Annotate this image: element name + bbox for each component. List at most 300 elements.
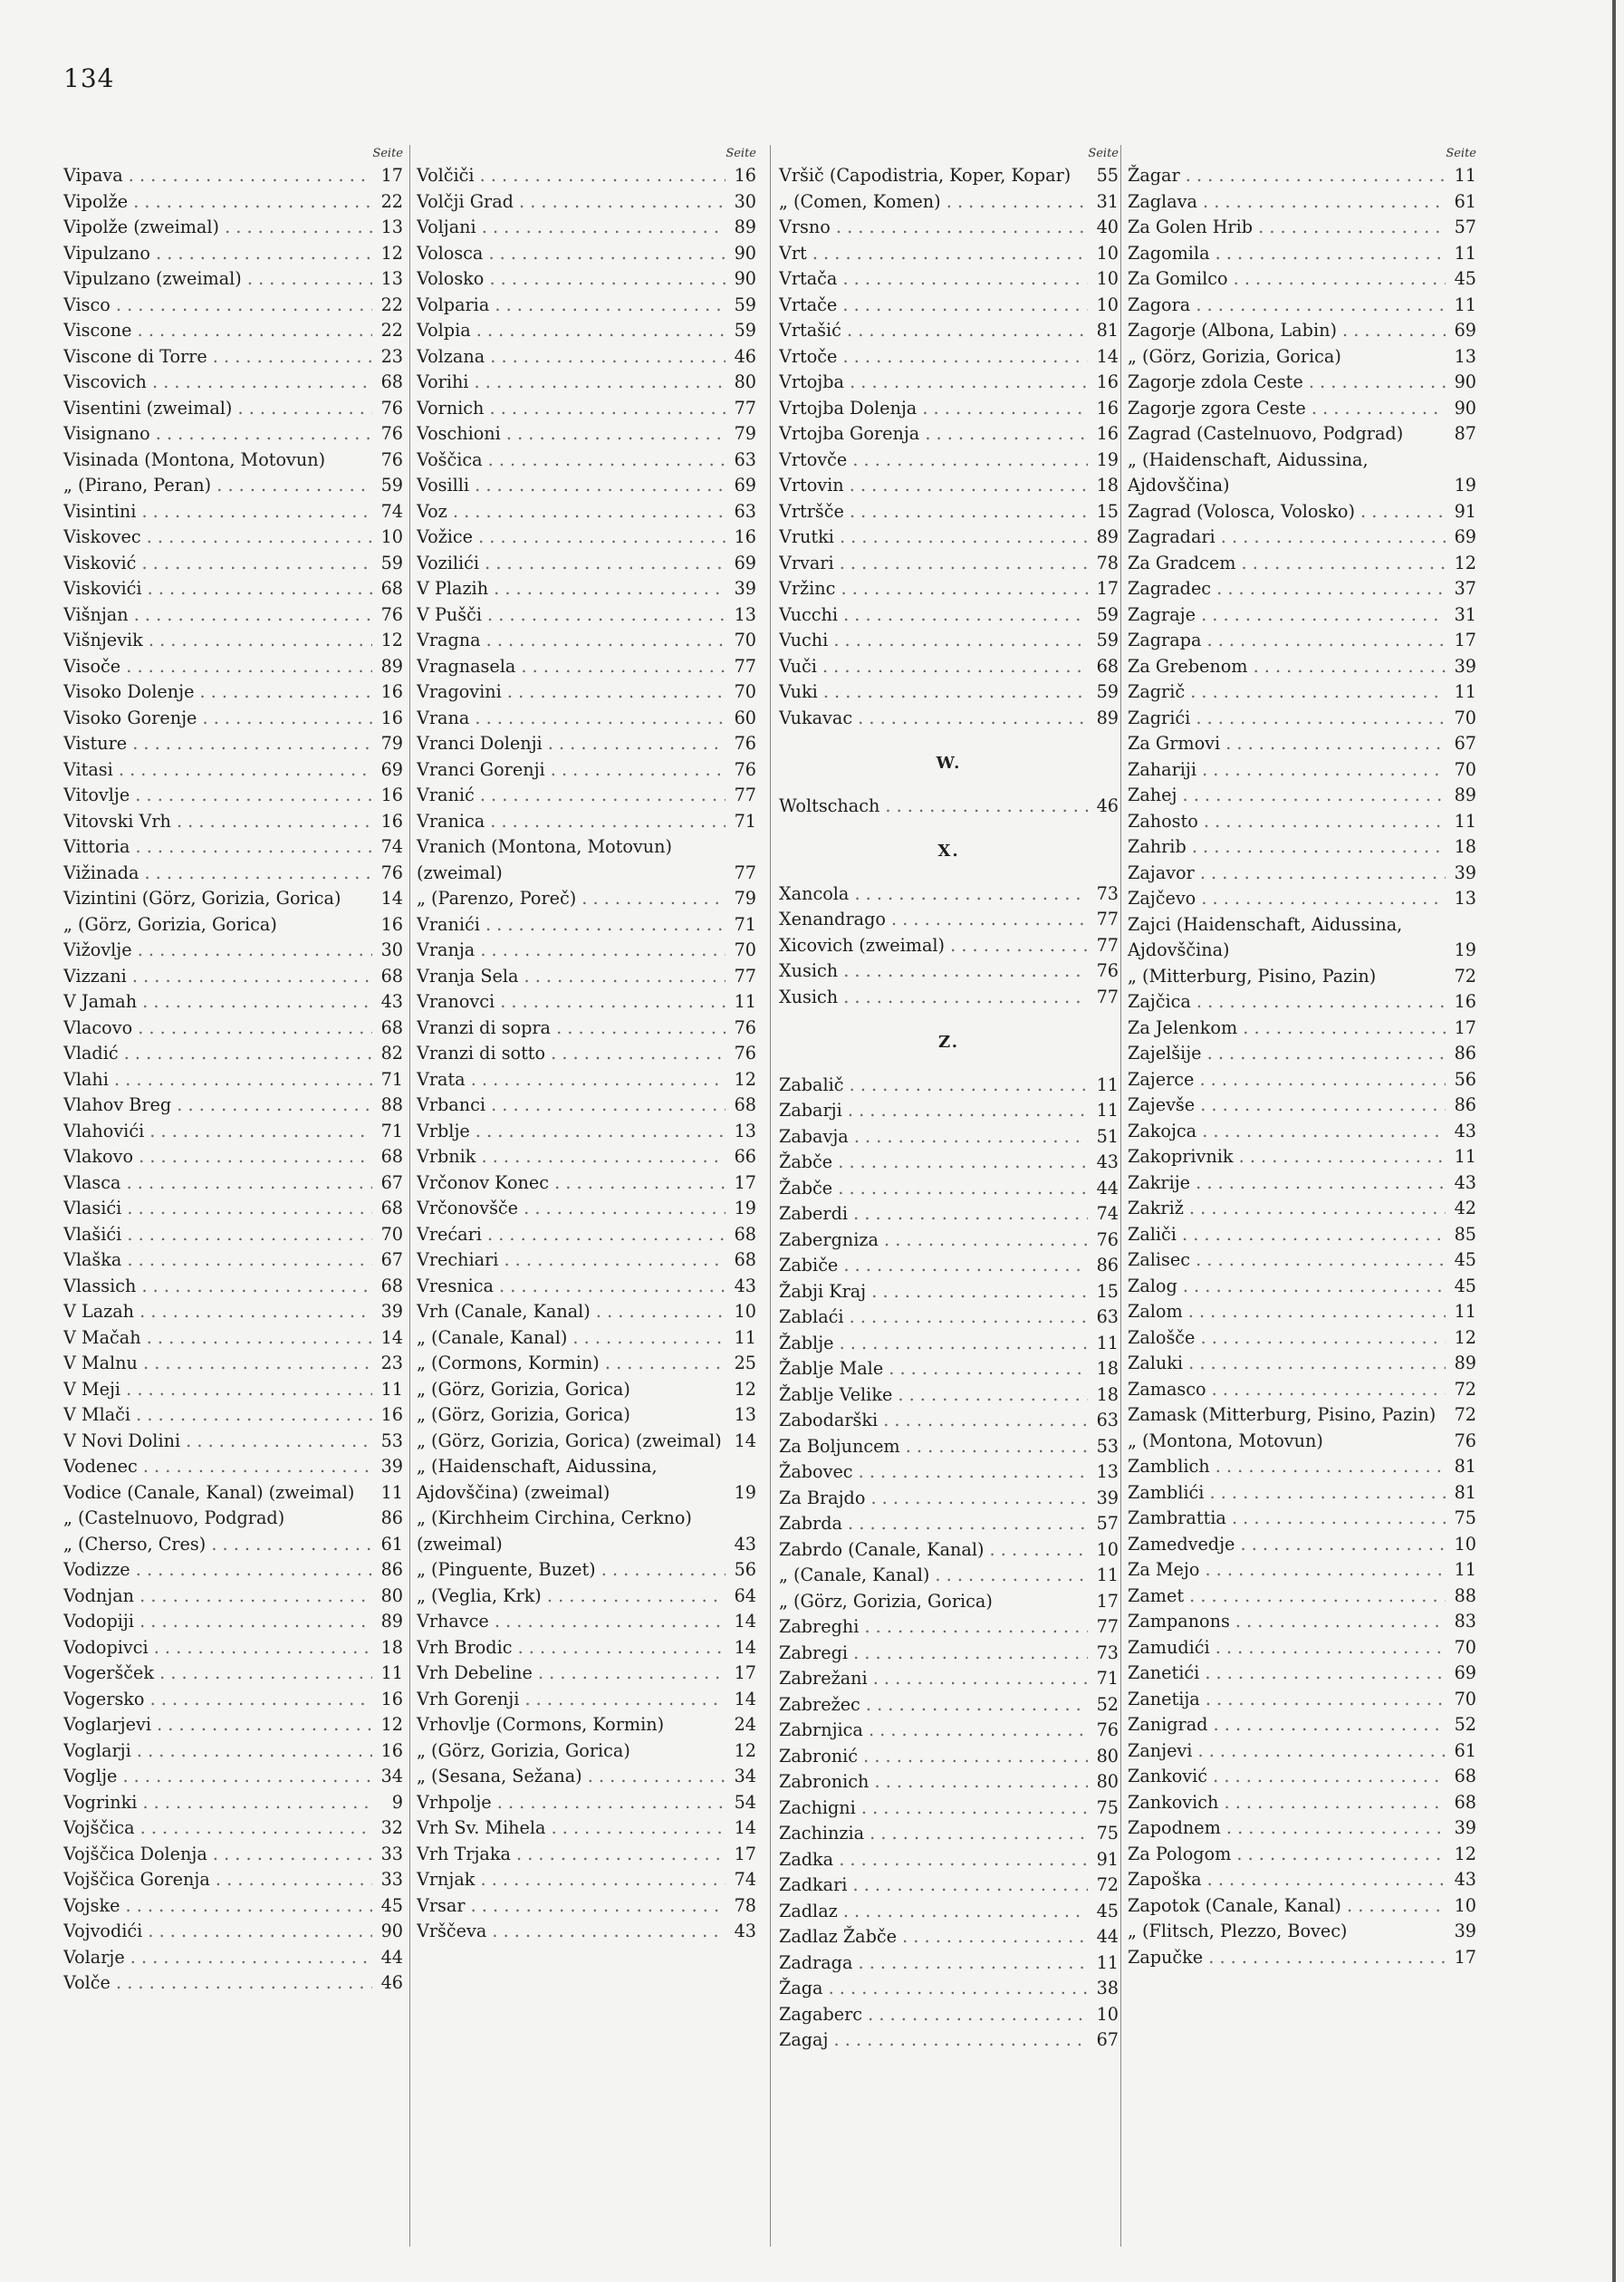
- index-entry: [1128, 1299, 1476, 1325]
- entry-name: „ (Görz, Gorizia, Gorica): [417, 1739, 630, 1761]
- entry-page: 31: [1096, 190, 1119, 212]
- entry-name: Vresnica . . .: [417, 1274, 726, 1300]
- entry-name: Vožice . . .: [417, 525, 726, 551]
- entry-name: Viscovich . . .: [63, 370, 372, 396]
- entry-page: 33: [380, 1869, 403, 1890]
- entry-page: 79: [734, 423, 756, 444]
- entry-page: 68: [1096, 655, 1119, 677]
- entry-page: 72: [1454, 1378, 1476, 1400]
- entry-page: 61: [1454, 1739, 1476, 1761]
- entry-name: V Jamah . . .: [63, 989, 372, 1016]
- entry-name: Woltschach . . .: [779, 794, 1088, 820]
- index-entry: [1128, 576, 1476, 602]
- entry-page: 68: [734, 1249, 756, 1270]
- entry-page: 71: [1096, 1668, 1119, 1689]
- index-entry: [417, 1557, 756, 1584]
- index-entry: [417, 1067, 756, 1093]
- entry-name: Vrhpolje . . .: [417, 1790, 726, 1816]
- entry-name: Zamblich . . .: [1128, 1454, 1446, 1480]
- entry-page: 68: [380, 371, 403, 392]
- entry-page: 71: [380, 1068, 403, 1090]
- index-entry: [1128, 1093, 1476, 1119]
- entry-page: 16: [380, 1739, 403, 1761]
- entry-name: Vrh Gorenji . . .: [417, 1687, 726, 1713]
- entry-name: Za Boljuncem . . .: [779, 1434, 1088, 1460]
- entry-name: V Mačah . . .: [63, 1325, 372, 1352]
- entry-page: 39: [1096, 1487, 1119, 1508]
- entry-name: Zachinzia . . .: [779, 1821, 1088, 1847]
- index-entry: [417, 370, 756, 396]
- entry-page: 68: [380, 1146, 403, 1167]
- index-entry: [779, 1356, 1119, 1382]
- entry-name: Vragovini . . .: [417, 679, 726, 706]
- section-letter-w: W.: [936, 754, 962, 773]
- index-entry: [417, 886, 756, 912]
- entry-name: Visinada (Montona, Motovun): [63, 448, 326, 470]
- index-entry: [1128, 1919, 1476, 1945]
- entry-name: Vodizze . . .: [63, 1557, 372, 1584]
- entry-name: Vodice (Canale, Kanal) (zweimal): [63, 1481, 355, 1503]
- entry-name: „ (Parenzo, Poreč) . . .: [417, 886, 726, 912]
- entry-page: 23: [380, 1353, 403, 1373]
- entry-page: 74: [380, 836, 403, 857]
- entry-page: 87: [1454, 423, 1476, 444]
- entry-name: V Plazih . . .: [417, 576, 726, 602]
- entry-name: Vogersko . . .: [63, 1687, 372, 1713]
- index-entry: [779, 907, 1119, 933]
- index-entry: [779, 266, 1119, 293]
- entry-page: 17: [734, 1843, 756, 1864]
- entry-page: 46: [1096, 794, 1119, 816]
- index-entry: [63, 1429, 403, 1455]
- entry-name: V Pušči . . .: [417, 602, 726, 629]
- entry-page: 16: [380, 1688, 403, 1709]
- index-entry: [417, 809, 756, 835]
- entry-page: 76: [1096, 1228, 1119, 1250]
- index-entry: [1128, 421, 1476, 448]
- entry-name: Zagorje zdola Ceste . . .: [1128, 370, 1446, 396]
- index-entry: [63, 1377, 403, 1403]
- entry-page: 33: [380, 1843, 403, 1864]
- index-entry: [779, 1847, 1119, 1873]
- index-entry: [779, 318, 1119, 344]
- index-entry: [779, 1279, 1119, 1305]
- index-entry: [63, 344, 403, 371]
- entry-name: Zajčevo . . .: [1128, 886, 1446, 912]
- entry-name: Vodenec . . .: [63, 1454, 372, 1480]
- entry-name: Vizzani . . .: [63, 964, 372, 990]
- entry-page: 13: [380, 268, 403, 289]
- entry-name: Zamudići . . .: [1128, 1635, 1446, 1661]
- entry-name: Zaluki . . .: [1128, 1351, 1446, 1377]
- index-entry: [779, 1873, 1119, 1899]
- index-entry: [779, 2002, 1119, 2028]
- entry-page: 18: [1096, 475, 1119, 496]
- entry-name: Vuči . . .: [779, 654, 1088, 680]
- entry-page: 39: [1454, 655, 1476, 677]
- index-entry: [63, 1532, 403, 1558]
- index-entry: [1128, 1687, 1476, 1713]
- entry-name: „ (Sesana, Sežana) . . .: [417, 1764, 726, 1790]
- entry-name: Vodnjan . . .: [63, 1584, 372, 1610]
- entry-page: 82: [380, 1043, 403, 1064]
- index-entry: [1128, 1170, 1476, 1197]
- index-entry: [417, 1661, 756, 1687]
- entry-name: Vladić . . .: [63, 1041, 372, 1067]
- entry-name: Visture . . .: [63, 731, 372, 757]
- entry-page: 68: [380, 578, 403, 599]
- entry-page: 77: [1096, 934, 1119, 956]
- entry-name: Zamblići . . .: [1128, 1480, 1446, 1507]
- index-entry: [1128, 344, 1476, 371]
- index-entry: [417, 1325, 756, 1352]
- entry-name: Vipolže . . .: [63, 189, 372, 216]
- entry-page: 14: [734, 1817, 756, 1838]
- entry-name: Xusich . . .: [779, 985, 1088, 1011]
- entry-page: 81: [1454, 1456, 1476, 1477]
- entry-name: Vukavac . . .: [779, 706, 1088, 732]
- index-entry: [779, 473, 1119, 499]
- entry-name: Vranzi di sopra . . .: [417, 1016, 726, 1042]
- entry-name: Zapodnem . . .: [1128, 1815, 1446, 1842]
- index-entry: [63, 1557, 403, 1584]
- entry-page: 74: [1096, 1203, 1119, 1224]
- index-entry: [63, 1119, 403, 1145]
- entry-name: Vrana . . .: [417, 706, 726, 732]
- entry-page: 10: [734, 1301, 756, 1322]
- entry-name: Vrtovče . . .: [779, 448, 1088, 474]
- entry-name: Zabavja . . .: [779, 1124, 1088, 1151]
- entry-page: 10: [1096, 2003, 1119, 2025]
- entry-name: Vlašići . . .: [63, 1222, 372, 1248]
- entry-page: 69: [380, 758, 403, 780]
- entry-name: „ (Görz, Gorizia, Gorica) (zweimal): [417, 1430, 722, 1451]
- index-entry: [417, 473, 756, 499]
- entry-name: Vranja . . .: [417, 938, 726, 964]
- entry-page: 89: [734, 217, 756, 237]
- index-entry: [1128, 266, 1476, 293]
- entry-name: Vornich . . .: [417, 396, 726, 422]
- entry-page: 90: [380, 1921, 403, 1941]
- index-entry: [417, 1170, 756, 1197]
- entry-page: 18: [1454, 836, 1476, 857]
- entry-page: 10: [380, 526, 403, 547]
- index-entry: [779, 1769, 1119, 1796]
- entry-name: „ (Görz, Gorizia, Gorica): [1128, 345, 1341, 367]
- section-letter-x: X.: [937, 842, 960, 861]
- entry-page: 18: [380, 1636, 403, 1658]
- entry-name: Zabrda . . .: [779, 1511, 1088, 1537]
- index-entry: [417, 1687, 756, 1713]
- entry-page: 76: [380, 423, 403, 444]
- entry-page: 91: [1454, 500, 1476, 522]
- index-entry: [779, 1382, 1119, 1409]
- entry-page: 14: [734, 1688, 756, 1709]
- entry-page: 72: [1096, 1874, 1119, 1895]
- index-entry: [1128, 1867, 1476, 1893]
- entry-page: 79: [734, 888, 756, 909]
- entry-page: 17: [1454, 630, 1476, 650]
- entry-page: 13: [1096, 1461, 1119, 1482]
- entry-page: 39: [380, 1301, 403, 1322]
- entry-name: Volče . . .: [63, 1970, 372, 1997]
- index-entry: [63, 1506, 403, 1532]
- entry-page: 15: [1096, 1280, 1119, 1302]
- index-entry: [417, 1842, 756, 1868]
- entry-name: Zadraga . . .: [779, 1950, 1088, 1977]
- index-entry: [417, 1609, 756, 1635]
- entry-name: Zajci (Haidenschaft, Aidussina, Ajdovščina): [1128, 913, 1403, 960]
- entry-name: Vodopiji . . .: [63, 1609, 372, 1635]
- entry-name: Žabče . . .: [779, 1176, 1088, 1202]
- entry-name: Zadlaz Žabče . . .: [779, 1924, 1088, 1950]
- entry-name: „ (Görz, Gorizia, Gorica): [417, 1404, 630, 1425]
- entry-page: 16: [380, 681, 403, 702]
- entry-page: 81: [1096, 320, 1119, 341]
- index-entry: [63, 1867, 403, 1893]
- entry-name: Vlahovići . . .: [63, 1119, 372, 1145]
- entry-name: Žablje Velike . . .: [779, 1382, 1088, 1409]
- index-entry: [63, 1454, 403, 1480]
- index-entry: [63, 551, 403, 577]
- entry-page: 44: [380, 1946, 403, 1968]
- entry-name: „ (Cormons, Kormin) . . .: [417, 1351, 726, 1377]
- index-entry: [63, 1842, 403, 1868]
- entry-name: Volčiči . . .: [417, 163, 726, 189]
- entry-name: Vranci Dolenji . . .: [417, 731, 726, 757]
- entry-name: Zagorje zgora Ceste . . .: [1128, 396, 1446, 422]
- index-entry: [417, 679, 756, 706]
- index-entry: [417, 163, 756, 189]
- entry-name: Za Brajdo . . .: [779, 1486, 1088, 1512]
- index-entry: [417, 1119, 756, 1145]
- entry-name: Vrtovin . . .: [779, 473, 1088, 499]
- index-entry: [1128, 1454, 1476, 1480]
- index-entry: [1128, 1196, 1476, 1222]
- index-entry: [63, 1016, 403, 1042]
- entry-name: Vrtojba Gorenja . . .: [779, 421, 1088, 448]
- entry-page: 89: [1454, 785, 1476, 805]
- entry-name: Zagrad (Volosca, Volosko) . . .: [1128, 499, 1446, 525]
- entry-page: 77: [1096, 909, 1119, 929]
- entry-name: Viscone di Torre . . .: [63, 344, 372, 371]
- index-entry: [63, 783, 403, 809]
- entry-name: Zabregi . . .: [779, 1641, 1088, 1667]
- entry-name: „ (Cherso, Cres) . . .: [63, 1532, 372, 1558]
- index-entry: [63, 266, 403, 293]
- index-entry: [1128, 1506, 1476, 1532]
- entry-page: 77: [1096, 986, 1119, 1007]
- entry-name: Vrsar . . .: [417, 1893, 726, 1920]
- index-entry: [1128, 448, 1476, 499]
- entry-name: Visignano . . .: [63, 421, 372, 448]
- entry-name: Vuchi . . .: [779, 628, 1088, 654]
- entry-name: Za Grebenom . . .: [1128, 654, 1446, 680]
- index-column-2: [417, 145, 756, 1945]
- entry-page: 86: [1454, 1094, 1476, 1115]
- index-entry: [417, 1247, 756, 1274]
- index-entry: [417, 1764, 756, 1790]
- entry-name: Zagradec . . .: [1128, 576, 1446, 602]
- entry-page: 16: [380, 1404, 403, 1425]
- index-entry: [417, 396, 756, 422]
- entry-name: Zagrići . . .: [1128, 706, 1446, 732]
- entry-page: 89: [380, 655, 403, 677]
- entry-page: 68: [380, 965, 403, 987]
- index-entry: [417, 1402, 756, 1429]
- entry-page: 90: [1454, 397, 1476, 419]
- entry-page: 76: [734, 758, 756, 780]
- index-entry: [1128, 1532, 1476, 1558]
- entry-page: 11: [1096, 1565, 1119, 1585]
- entry-page: 53: [380, 1430, 403, 1451]
- entry-name: Vranovci . . .: [417, 989, 726, 1016]
- entry-name: Vranica . . .: [417, 809, 726, 835]
- entry-page: 77: [734, 862, 756, 883]
- index-entry: [779, 499, 1119, 525]
- entry-name: Zalom . . .: [1128, 1299, 1446, 1325]
- entry-name: Visintini . . .: [63, 499, 372, 525]
- index-entry: [1128, 396, 1476, 422]
- entry-name: Vitovski Vrh . . .: [63, 809, 372, 835]
- entry-name: Zajavor . . .: [1128, 861, 1446, 887]
- index-entry: [63, 576, 403, 602]
- entry-name: „ (Haidenschaft, Aidussina, Ajdovščina): [1128, 448, 1369, 496]
- entry-page: 70: [1454, 1636, 1476, 1658]
- index-entry: [63, 396, 403, 422]
- entry-page: 46: [734, 345, 756, 367]
- entry-page: 13: [380, 217, 403, 237]
- entry-name: Vrtača . . .: [779, 266, 1088, 293]
- index-entry: [63, 499, 403, 525]
- index-entry: [63, 1738, 403, 1765]
- column-header: Seite: [372, 147, 403, 160]
- entry-page: 73: [1096, 1642, 1119, 1663]
- entry-page: 38: [1096, 1978, 1119, 1998]
- index-entry: [1128, 1712, 1476, 1738]
- index-entry: [1128, 912, 1476, 964]
- entry-page: 12: [1454, 1326, 1476, 1348]
- index-entry: [63, 1970, 403, 1997]
- entry-name: Vittoria . . .: [63, 834, 372, 861]
- index-entry: [1128, 1790, 1476, 1816]
- entry-name: Viscone . . .: [63, 318, 372, 344]
- entry-page: 43: [734, 1921, 756, 1941]
- index-entry: [417, 241, 756, 267]
- entry-page: 70: [734, 630, 756, 650]
- entry-page: 55: [1096, 165, 1119, 186]
- entry-page: 44: [1096, 1926, 1119, 1947]
- entry-name: Žabji Kraj . . .: [779, 1279, 1088, 1305]
- entry-page: 17: [1454, 1016, 1476, 1038]
- index-entry: [779, 1537, 1119, 1564]
- index-entry: [63, 1402, 403, 1429]
- entry-page: 57: [1454, 217, 1476, 237]
- index-entry: [1128, 1584, 1476, 1610]
- entry-name: Zabarji . . .: [779, 1098, 1088, 1124]
- entry-page: 68: [1454, 1766, 1476, 1786]
- index-entry: [63, 654, 403, 680]
- index-entry: [417, 1429, 756, 1455]
- index-entry: [417, 938, 756, 964]
- entry-page: 89: [1454, 1353, 1476, 1373]
- entry-name: Zabiče . . .: [779, 1253, 1088, 1279]
- entry-name: Vrh Debeline . . .: [417, 1661, 726, 1687]
- entry-page: 90: [1454, 371, 1476, 392]
- index-entry: [779, 1614, 1119, 1641]
- entry-name: Vragna . . .: [417, 628, 726, 654]
- entry-page: 59: [734, 320, 756, 341]
- entry-page: 71: [734, 913, 756, 935]
- index-entry: [779, 2027, 1119, 2054]
- entry-page: 14: [734, 1430, 756, 1451]
- entry-page: 42: [1454, 1198, 1476, 1218]
- entry-page: 12: [1454, 1843, 1476, 1864]
- entry-page: 16: [734, 526, 756, 547]
- entry-name: Zambrattia . . .: [1128, 1506, 1446, 1532]
- entry-name: Vipava . . .: [63, 163, 372, 189]
- entry-page: 43: [734, 1275, 756, 1296]
- entry-page: 14: [380, 1326, 403, 1348]
- entry-name: Volosko . . .: [417, 266, 726, 293]
- index-entry: [63, 628, 403, 654]
- entry-name: Vlaška . . .: [63, 1247, 372, 1274]
- entry-name: Visoko Gorenje . . .: [63, 706, 372, 732]
- index-entry: [417, 1712, 756, 1738]
- index-entry: [1128, 1842, 1476, 1868]
- entry-name: Vrščeva . . .: [417, 1919, 726, 1945]
- entry-name: „ (Canale, Kanal) . . .: [779, 1563, 1088, 1589]
- index-entry: [63, 1919, 403, 1945]
- entry-page: 59: [1096, 681, 1119, 702]
- entry-name: Zabrežec . . .: [779, 1692, 1088, 1719]
- entry-name: Zakrije . . .: [1128, 1170, 1446, 1197]
- entry-name: „ (Canale, Kanal) . . .: [417, 1325, 726, 1352]
- entry-name: Zabrnjica . . .: [779, 1718, 1088, 1744]
- entry-name: Žaga . . .: [779, 1976, 1088, 2002]
- entry-name: Zamet . . .: [1128, 1584, 1446, 1610]
- entry-name: „ (Kirchheim Circhina, Cerkno) (zweimal): [417, 1507, 692, 1555]
- entry-page: 11: [734, 1326, 756, 1348]
- index-entry: [779, 1511, 1119, 1537]
- index-entry: [1128, 1480, 1476, 1507]
- entry-page: 80: [1096, 1771, 1119, 1792]
- entry-name: Višnjan . . .: [63, 602, 372, 629]
- index-entry: [1128, 886, 1476, 912]
- index-entry: [1128, 189, 1476, 216]
- entry-page: 63: [1096, 1410, 1119, 1430]
- index-entry: [779, 1950, 1119, 1977]
- entry-name: Vlacovo . . .: [63, 1016, 372, 1042]
- entry-name: Zabalič . . .: [779, 1073, 1088, 1099]
- entry-name: Zajčica . . .: [1128, 989, 1446, 1016]
- index-entry: [779, 525, 1119, 551]
- entry-name: Vrčonovšče . . .: [417, 1196, 726, 1222]
- entry-name: Vragnasela . . .: [417, 654, 726, 680]
- index-entry: [779, 1976, 1119, 2002]
- column-divider: [770, 145, 771, 2247]
- index-column-4: [1128, 145, 1476, 1970]
- entry-page: 17: [734, 1171, 756, 1193]
- index-entry: [417, 1506, 756, 1557]
- index-entry: [417, 1919, 756, 1945]
- entry-page: 17: [380, 165, 403, 186]
- entry-name: Zagrad (Castelnuovo, Podgrad): [1128, 423, 1404, 444]
- index-entry: [417, 706, 756, 732]
- entry-name: Visković . . .: [63, 551, 372, 577]
- entry-page: 76: [1454, 1430, 1476, 1451]
- index-entry: [1128, 1815, 1476, 1842]
